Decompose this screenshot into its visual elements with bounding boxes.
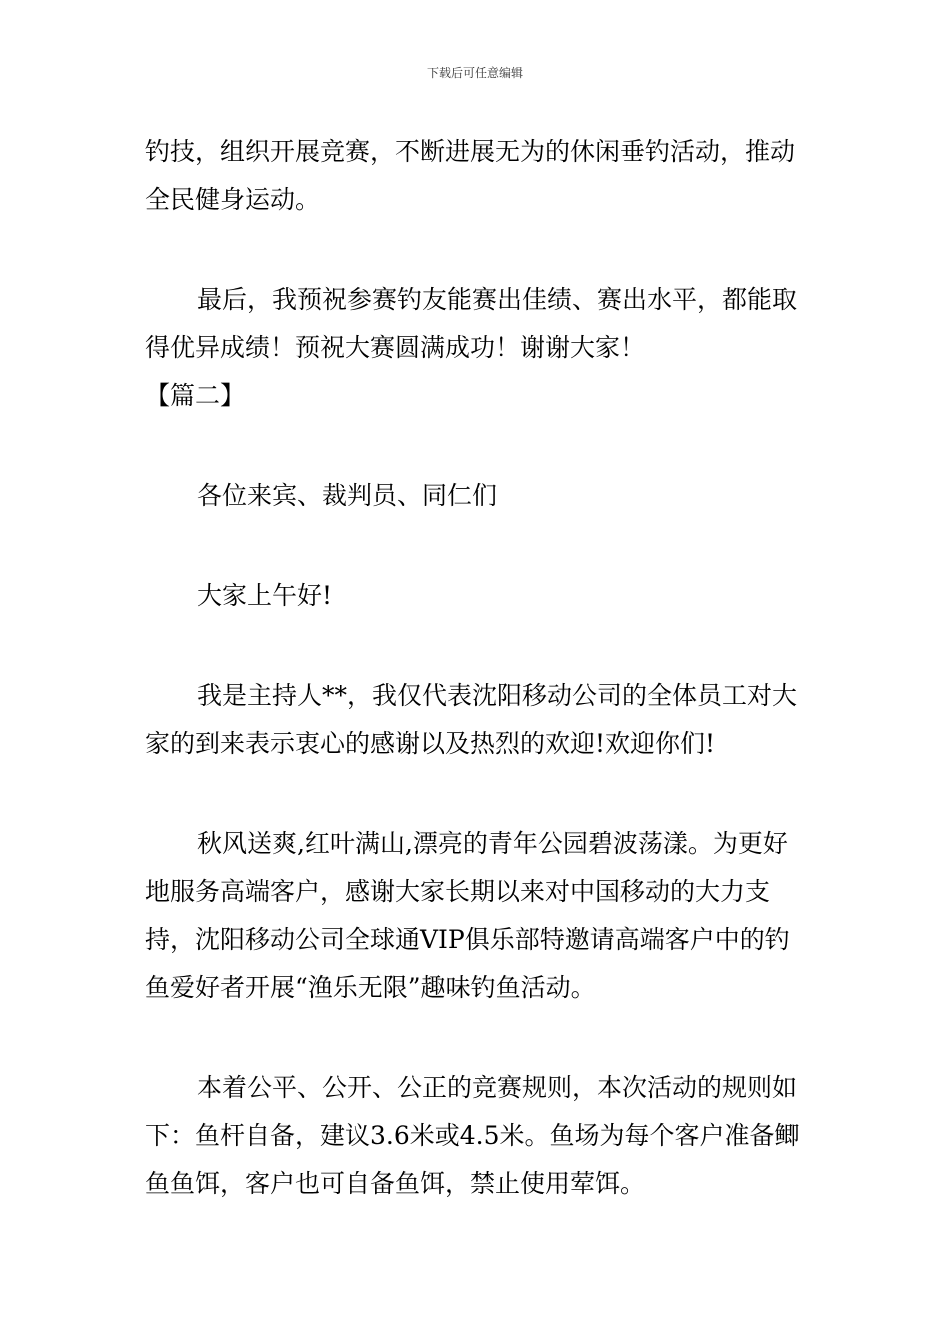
paragraph-greeting: 大家上午好! [197, 581, 333, 610]
document-body [145, 128, 807, 1208]
paragraph-host-intro: 我是主持人**，我仅代表沈阳移动公司的全体员工对大家的到来表示衷心的感谢以及热烈的欢迎!欢迎你们! [145, 681, 798, 758]
paragraph-salutation: 各位来宾、裁判员、同仁们 [197, 481, 498, 510]
page-header-note: 下载后可任意编辑 [426, 66, 523, 80]
paragraph-rules: 本着公平、公开、公正的竞赛规则，本次活动的规则如下：鱼杆自备，建议3.6米或4.5米。鱼场为每个客户准备鲫鱼鱼饵，客户也可自备鱼饵，禁止使用荤饵。 [145, 1073, 800, 1198]
section-heading: 【篇二】 [145, 381, 246, 410]
paragraph-event-description: 秋风送爽,红叶满山,漂亮的青年公园碧波荡漾。为更好地服务高端客户，感谢大家长期以来对中国移动的大力支持，沈阳移动公司全球通VIP俱乐部特邀请高端客户中的钓鱼爱好者开展“渔乐无限”趣味钓鱼活动。 [145, 829, 790, 1002]
paragraph-continuation: 钓技，组织开展竞赛，不断进展无为的休闲垂钓活动，推动全民健身运动。 [145, 137, 796, 214]
paragraph-closing-wishes: 最后，我预祝参赛钓友能赛出佳绩、赛出水平，都能取得优异成绩！预祝大赛圆满成功！谢谢大家！ [145, 285, 798, 362]
